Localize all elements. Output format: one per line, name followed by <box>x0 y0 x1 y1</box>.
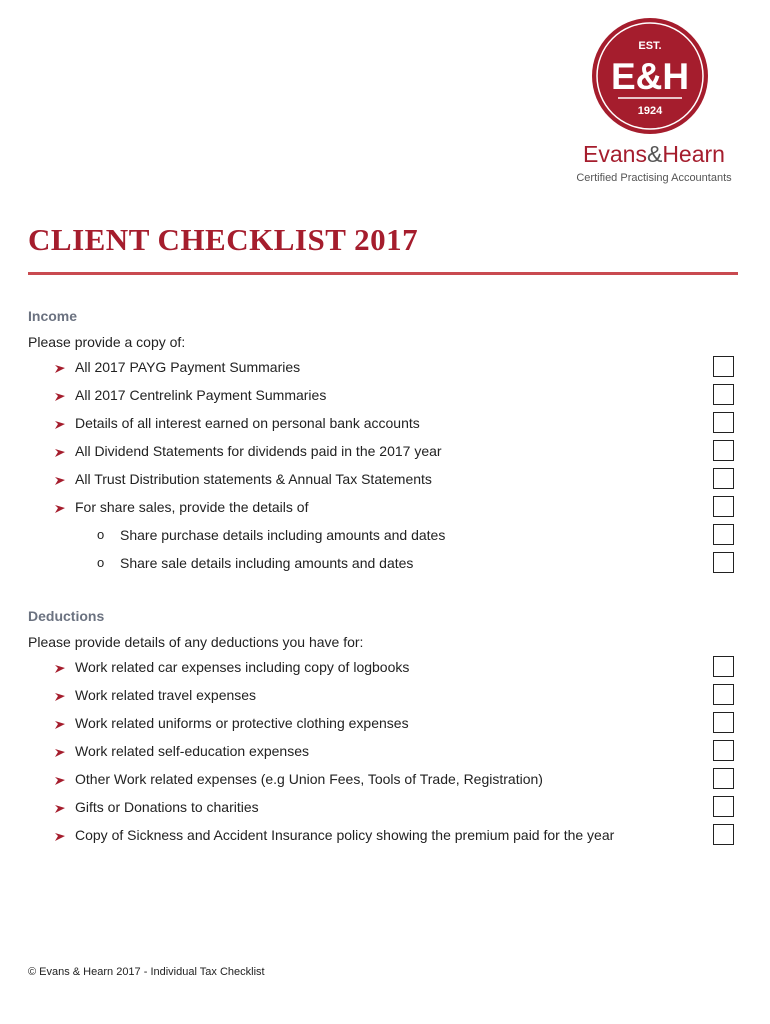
deduction-item-checkbox[interactable] <box>713 740 734 761</box>
logo-est: EST. <box>638 40 662 52</box>
deduction-item-checkbox[interactable] <box>713 768 734 789</box>
income-item-checkbox[interactable] <box>713 356 734 377</box>
deduction-item-checkbox[interactable] <box>713 712 734 733</box>
income-item <box>54 412 734 436</box>
logo-brand-amp: & <box>646 141 663 167</box>
income-subitem-label: Share sale details including amounts and dates <box>120 555 414 571</box>
logo-year: 1924 <box>637 105 663 117</box>
income-item <box>54 384 734 408</box>
income-subitem-label: Share purchase details including amounts and dates <box>120 527 446 543</box>
deduction-item-label: Work related travel expenses <box>75 687 257 703</box>
income-item <box>54 440 734 464</box>
income-heading: Income <box>28 308 78 324</box>
arrow-bullet-icon <box>54 690 66 702</box>
deduction-item <box>54 824 734 848</box>
deduction-item-label: Copy of Sickness and Accident Insurance policy showing the premium paid for the year <box>75 827 615 843</box>
income-item-label: For share sales, provide the details of <box>75 499 309 515</box>
arrow-bullet-icon <box>54 802 66 814</box>
deduction-item-label: Work related car expenses including copy of logbooks <box>75 659 410 675</box>
arrow-bullet-icon <box>54 362 66 374</box>
income-intro: Please provide a copy of: <box>28 334 186 350</box>
income-item-checkbox[interactable] <box>713 384 734 405</box>
arrow-bullet-icon <box>54 418 66 430</box>
income-item-label: All Trust Distribution statements & Annual Tax Statements <box>75 471 432 487</box>
arrow-bullet-icon <box>54 474 66 486</box>
deduction-item-checkbox[interactable] <box>713 684 734 705</box>
income-item-checkbox[interactable] <box>713 496 734 517</box>
deduction-item-checkbox[interactable] <box>713 656 734 677</box>
income-item <box>54 468 734 492</box>
deductions-heading: Deductions <box>28 608 105 624</box>
deduction-item-label: Other Work related expenses (e.g Union Fees, Tools of Trade, Registration) <box>75 771 543 787</box>
deduction-item <box>54 796 734 820</box>
income-item-checkbox[interactable] <box>713 440 734 461</box>
deduction-item <box>54 740 734 764</box>
income-item <box>54 356 734 380</box>
logo-monogram: E&H <box>610 56 690 97</box>
evans-hearn-logo <box>560 16 740 186</box>
arrow-bullet-icon <box>54 662 66 674</box>
income-subitem <box>54 524 734 548</box>
svg-text:Evans&Hearn <box>583 141 725 167</box>
arrow-bullet-icon <box>54 830 66 842</box>
logo-tagline: Certified Practising Accountants <box>576 172 732 184</box>
circle-bullet: o <box>97 527 105 542</box>
footer-copyright: © Evans & Hearn 2017 - Individual Tax Checklist <box>28 966 265 978</box>
income-subitem <box>54 552 734 576</box>
circle-bullet: o <box>97 555 105 570</box>
deduction-item-label: Gifts or Donations to charities <box>75 799 259 815</box>
title-divider <box>28 272 738 275</box>
income-subitem-checkbox[interactable] <box>713 552 734 573</box>
arrow-bullet-icon <box>54 746 66 758</box>
deduction-item <box>54 712 734 736</box>
deduction-item <box>54 656 734 680</box>
deduction-item-label: Work related uniforms or protective clothing expenses <box>75 715 409 731</box>
income-item-label: All 2017 PAYG Payment Summaries <box>75 359 301 375</box>
deduction-item-checkbox[interactable] <box>713 796 734 817</box>
income-item-checkbox[interactable] <box>713 412 734 433</box>
arrow-bullet-icon <box>54 502 66 514</box>
arrow-bullet-icon <box>54 718 66 730</box>
deduction-item <box>54 684 734 708</box>
income-item-label: All 2017 Centrelink Payment Summaries <box>75 387 327 403</box>
income-item-label: Details of all interest earned on personal bank accounts <box>75 415 420 431</box>
deduction-item-label: Work related self-education expenses <box>75 743 309 759</box>
deductions-intro: Please provide details of any deductions you have for: <box>28 634 364 650</box>
arrow-bullet-icon <box>54 390 66 402</box>
income-item-checkbox[interactable] <box>713 468 734 489</box>
page-title: CLIENT CHECKLIST 2017 <box>28 222 419 257</box>
income-item-label: All Dividend Statements for dividends paid in the 2017 year <box>75 443 442 459</box>
deduction-item-checkbox[interactable] <box>713 824 734 845</box>
income-subitem-checkbox[interactable] <box>713 524 734 545</box>
logo-brand-evans: Evans <box>583 141 647 167</box>
logo-brand-hearn: Hearn <box>662 141 725 167</box>
arrow-bullet-icon <box>54 774 66 786</box>
deduction-item <box>54 768 734 792</box>
arrow-bullet-icon <box>54 446 66 458</box>
income-item <box>54 496 734 520</box>
